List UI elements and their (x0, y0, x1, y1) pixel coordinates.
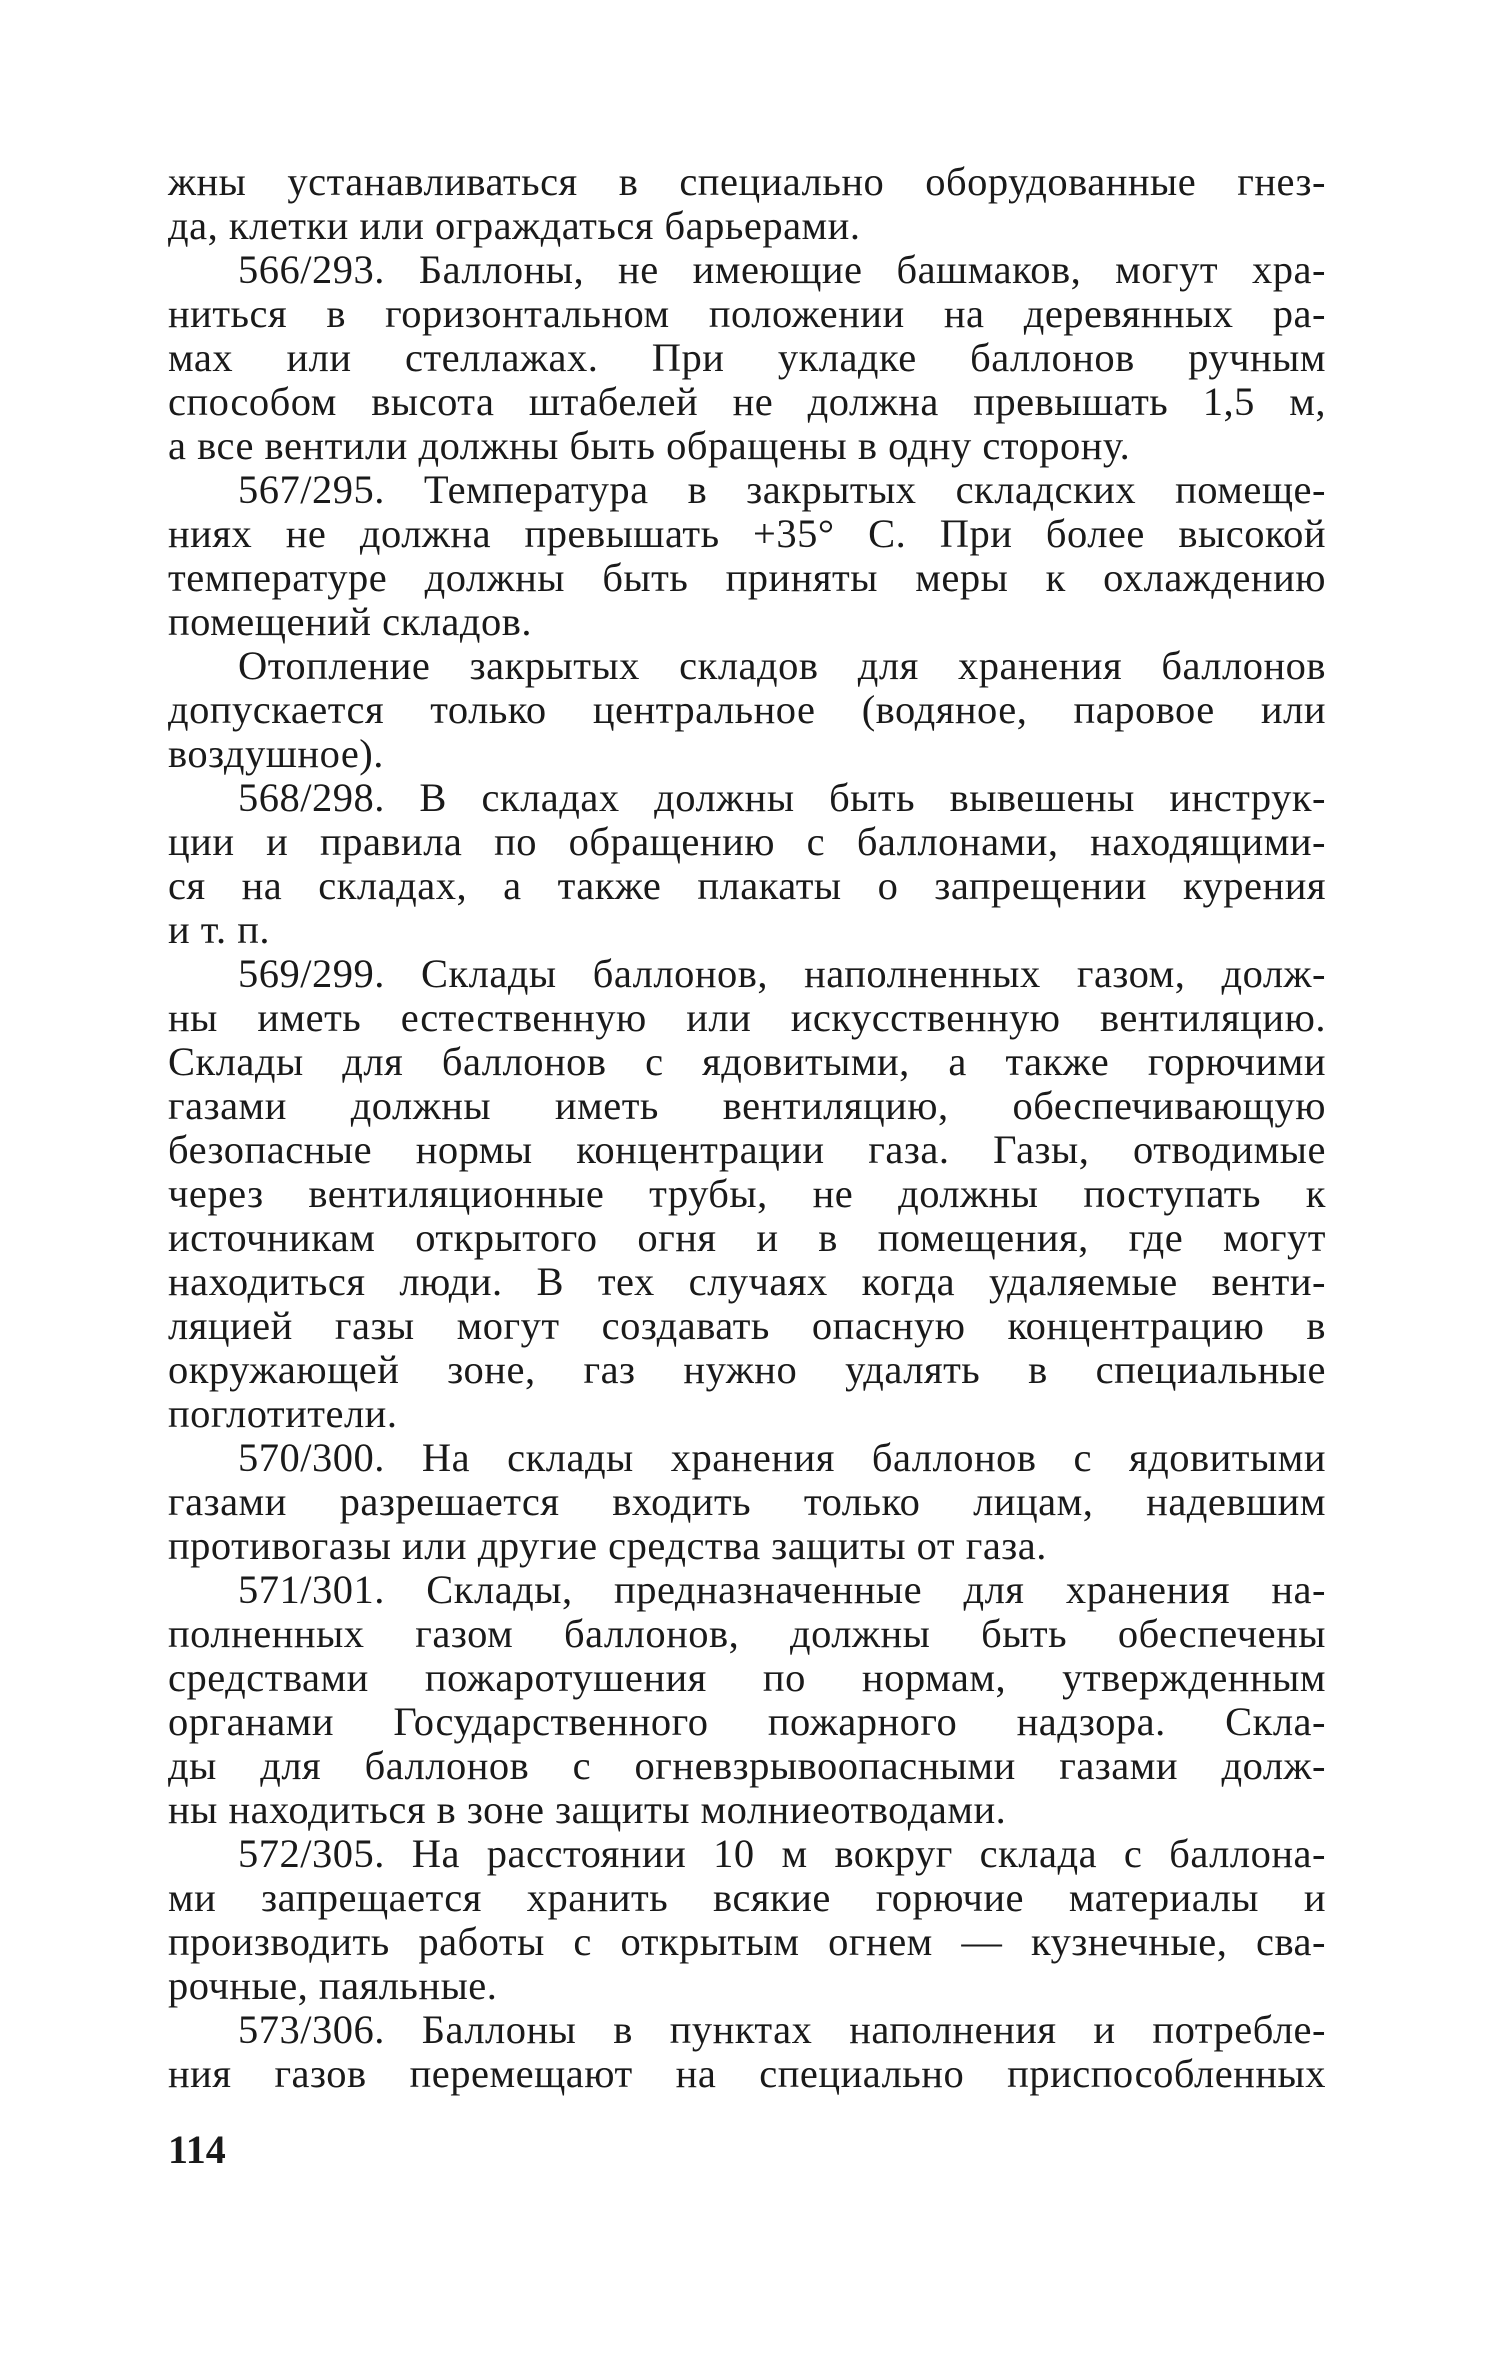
text-line: ляцией газы могут создавать опасную концентрацию в (168, 1303, 1326, 1348)
text-line: помещений складов. (168, 599, 533, 644)
text-line: ниях не должна превышать +35° С. При более высокой (168, 511, 1326, 556)
text-line: ны находиться в зоне защиты молниеотводами. (168, 1787, 1007, 1832)
text-line: противогазы или другие средства защиты от газа. (168, 1523, 1047, 1568)
text-line: органами Государственного пожарного надзора. Скла- (168, 1699, 1326, 1744)
text-line: 573/306. Баллоны в пунктах наполнения и потребле- (238, 2007, 1326, 2052)
text-line: источникам открытого огня и в помещения, где могут (168, 1215, 1326, 1260)
text-line: поглотители. (168, 1391, 398, 1436)
text-line: 568/298. В складах должны быть вывешены инструк- (238, 775, 1326, 820)
text-line: Склады для баллонов с ядовитыми, а также горючими (168, 1039, 1326, 1084)
text-line: через вентиляционные трубы, не должны поступать к (168, 1171, 1326, 1216)
text-line: газами должны иметь вентиляцию, обеспечивающую (168, 1083, 1326, 1128)
text-line: а все вентили должны быть обращены в одну сторону. (168, 423, 1131, 468)
text-line: 567/295. Температура в закрытых складских помеще- (238, 467, 1326, 512)
text-line: ниться в горизонтальном положении на деревянных ра- (168, 291, 1326, 336)
text-line: Отопление закрытых складов для хранения баллонов (238, 643, 1326, 688)
text-line: 570/300. На склады хранения баллонов с ядовитыми (238, 1435, 1326, 1480)
text-line: полненных газом баллонов, должны быть обеспечены (168, 1611, 1326, 1656)
text-line: 572/305. На расстоянии 10 м вокруг склада с баллона- (238, 1831, 1326, 1876)
page-number: 114 (168, 2127, 226, 2172)
text-line: и т. п. (168, 907, 271, 952)
text-line: ны иметь естественную или искусственную вентиляцию. (168, 995, 1326, 1040)
text-line: ции и правила по обращению с баллонами, находящими- (168, 819, 1326, 864)
text-line: да, клетки или ограждаться барьерами. (168, 203, 861, 248)
text-line: 569/299. Склады баллонов, наполненных газом, долж- (238, 951, 1326, 996)
text-line: способом высота штабелей не должна превышать 1,5 м, (168, 379, 1326, 424)
text-line: 571/301. Склады, предназначенные для хранения на- (238, 1567, 1326, 1612)
text-line: ния газов перемещают на специально приспособленных (168, 2051, 1326, 2096)
text-line: воздушное). (168, 731, 384, 776)
text-line: производить работы с открытым огнем — кузнечные, сва- (168, 1919, 1326, 1964)
text-line: ся на складах, а также плакаты о запрещении курения (168, 863, 1326, 908)
text-line: ды для баллонов с огневзрывоопасными газами долж- (168, 1743, 1326, 1788)
text-line: газами разрешается входить только лицам, надевшим (168, 1479, 1326, 1524)
text-line: жны устанавливаться в специально оборудованные гнез- (168, 159, 1326, 204)
text-line: температуре должны быть приняты меры к охлаждению (168, 555, 1326, 600)
text-line: рочные, паяльные. (168, 1963, 498, 2008)
text-line: окружающей зоне, газ нужно удалять в специальные (168, 1347, 1326, 1392)
text-line: 566/293. Баллоны, не имеющие башмаков, могут хра- (238, 247, 1326, 292)
text-line: безопасные нормы концентрации газа. Газы, отводимые (168, 1127, 1326, 1172)
text-line: средствами пожаротушения по нормам, утвержденным (168, 1655, 1326, 1700)
text-line: находиться люди. В тех случаях когда удаляемые венти- (168, 1259, 1326, 1304)
text-line: ми запрещается хранить всякие горючие материалы и (168, 1875, 1326, 1920)
page-body (168, 160, 1326, 2096)
text-line: мах или стеллажах. При укладке баллонов ручным (168, 335, 1326, 380)
text-line: допускается только центральное (водяное, паровое или (168, 687, 1326, 732)
